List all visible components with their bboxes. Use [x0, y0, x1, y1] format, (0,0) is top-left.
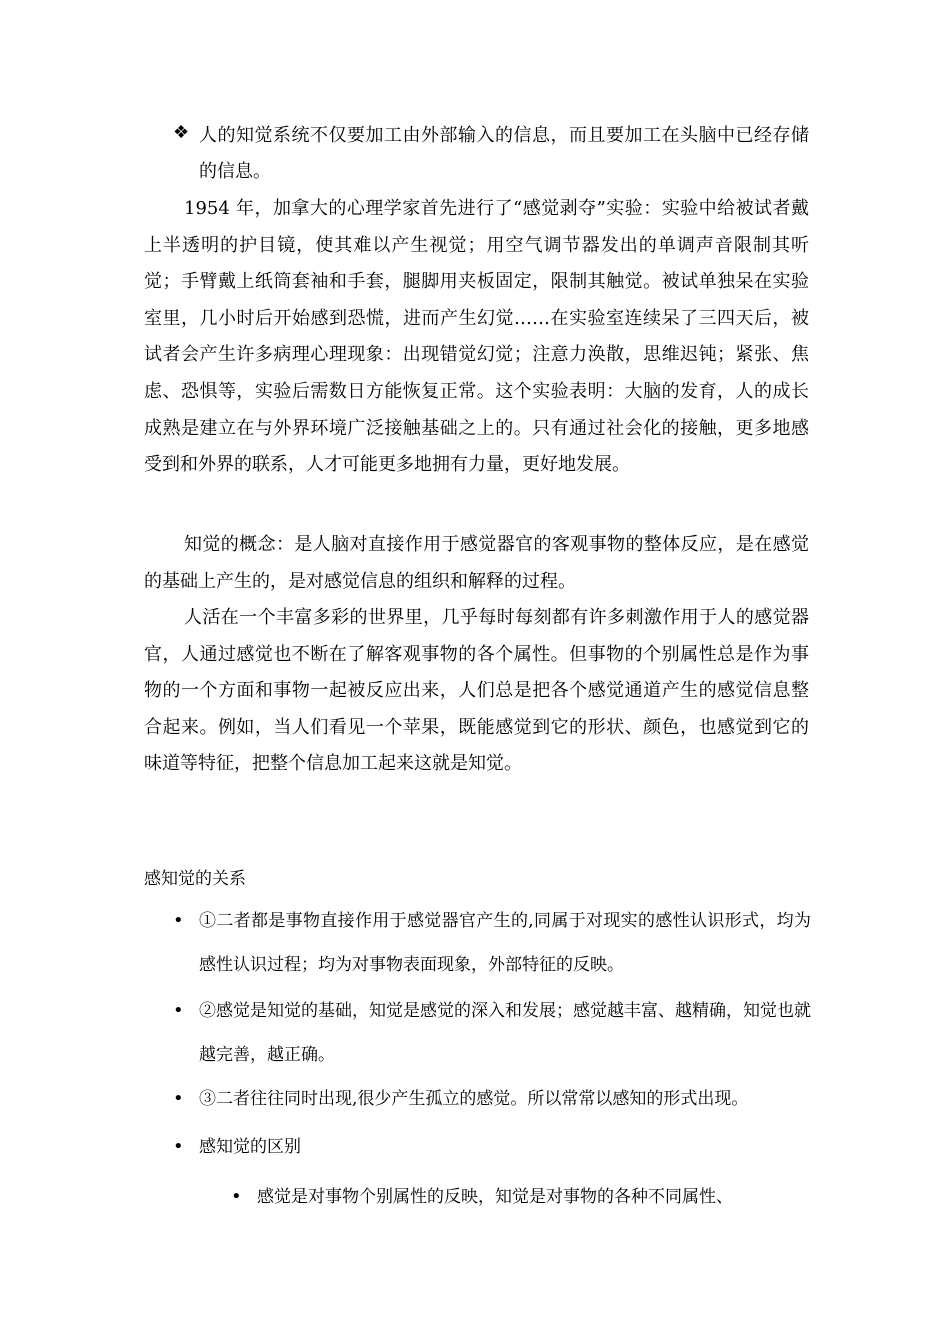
top-bullet-text: 人的知觉系统不仅要加工由外部输入的信息，而且要加工在头脑中已经存储的信息。 — [199, 125, 809, 182]
diamond-bullet-icon: ❖ — [173, 122, 190, 143]
list-item-text: ③二者往往同时出现,很少产生孤立的感觉。所以常常以感知的形式出现。 — [199, 1089, 749, 1109]
paragraph-explanation: 人活在一个丰富多彩的世界里，几乎每时每刻都有许多刺激作用于人的感觉器官，人通过感觉也不断在了解客观事物的各个属性。但事物的个别属性总是作为事物的一个方面和事物一起被反应出来，人们总是把各个感觉通道产生的感觉信息整合起来。例如，当人们看见一个苹果，既能感觉到它的形状、颜色，也感觉到它的味道等特征，把整个信息加工起来这就是知觉。 — [144, 607, 809, 775]
sub-list-item-text: 感觉是对事物个别属性的反映，知觉是对事物的各种不同属性、 — [257, 1187, 733, 1207]
bullet-dot-icon: • — [231, 1186, 242, 1207]
list-item-text: ②感觉是知觉的基础，知觉是感觉的深入和发展；感觉越丰富、越精确，知觉也就越完善，越正确。 — [199, 1001, 811, 1065]
paragraph-experiment: 1954 年，加拿大的心理学家首先进行了“感觉剥夺”实验：实验中给被试者戴上半透明的护目镜，使其难以产生视觉；用空气调节器发出的单调声音限制其听觉；手臂戴上纸筒套袖和手套，腿脚用夹板固定，限制其触觉。被试单独呆在实验室里，几小时后开始感到恐慌，进而产生幻觉……在实验室连续呆了三四天后，被试者会产生许多病理心理现象：出现错觉幻觉；注意力涣散，思维迟钝；紧张、焦虑、恐惧等，实验后需数日方能恢复正常。这个实验表明：大脑的发育，人的成长成熟是建立在与外界环境广泛接触基础之上的。只有通过社会化的接触，更多地感受到和外界的联系，人才可能更多地拥有力量，更好地发展。 — [144, 198, 809, 476]
list-item-text: 感知觉的区别 — [199, 1137, 301, 1157]
section-heading: 感知觉的关系 — [144, 869, 246, 889]
bullet-dot-icon: • — [173, 1000, 184, 1021]
bullet-dot-icon: • — [173, 910, 184, 931]
paragraph-definition: 知觉的概念：是人脑对直接作用于感觉器官的客观事物的整体反应，是在感觉的基础上产生的，是对感觉信息的组织和解释的过程。 — [144, 534, 809, 592]
bullet-dot-icon: • — [173, 1088, 184, 1109]
list-item-text: ①二者都是事物直接作用于感觉器官产生的,同属于对现实的感性认识形式，均为感性认识过程；均为对事物表面现象，外部特征的反映。 — [199, 911, 811, 975]
bullet-dot-icon: • — [173, 1136, 184, 1157]
